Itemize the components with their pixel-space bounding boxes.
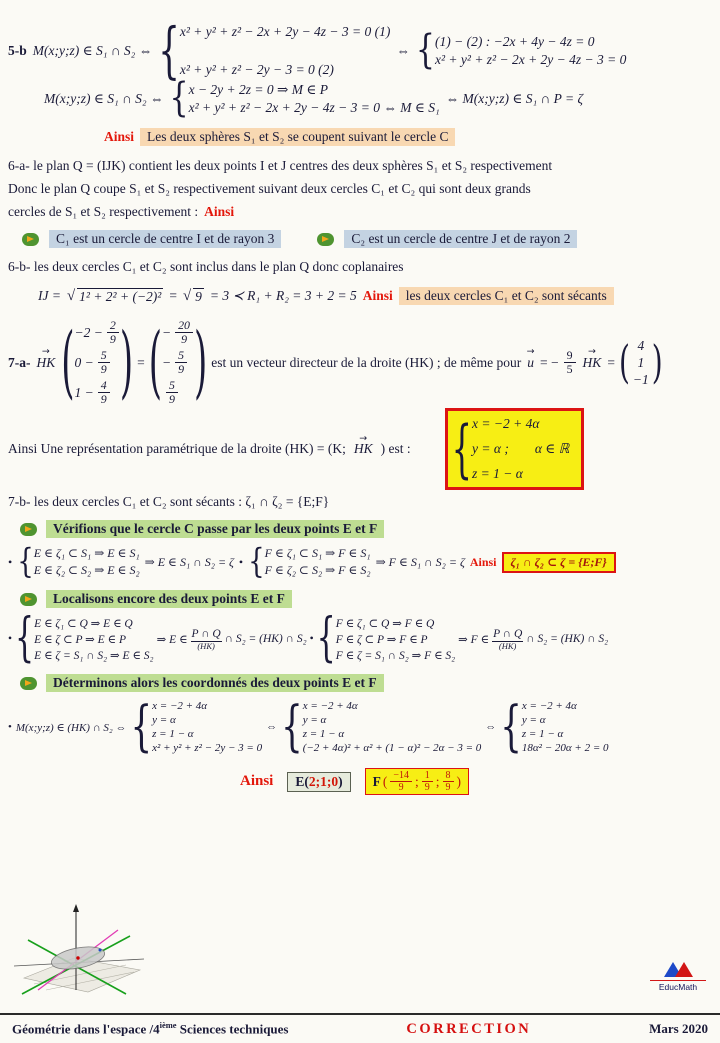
paragraph-text: 6-a- le plan Q = (IJK) contient les deux points I et J centres des deux sphères S₁ et S₂ respectivement xyxy=(8,158,553,173)
footer-course-title-text: Géométrie dans l'espace /4 xyxy=(12,1021,160,1037)
fraction xyxy=(422,770,433,793)
iff-arrow: ⇔ xyxy=(485,721,497,734)
fraction xyxy=(175,349,187,376)
math-expression: IJ = xyxy=(38,288,61,303)
point-e-suffix: ) xyxy=(338,773,343,789)
step-header: Vérifions que le cercle C passe par les deux points E et F xyxy=(46,520,384,538)
fraction-numerator: 4 xyxy=(98,379,110,393)
equation-system xyxy=(281,695,482,760)
brace: { xyxy=(15,607,35,670)
equation-line: F ∈ ζ = S₁ ∩ S₂ ⇒ F ∈ S₂ xyxy=(335,650,456,663)
math-expression: M(x;y;z) ∈ (HK) ∩ S₂ ⇔ xyxy=(15,721,127,734)
math-expression: ∩ S₂ = (HK) ∩ S₂ xyxy=(224,633,307,646)
pointer-hand-icon xyxy=(20,593,37,606)
matrix-paren: ( xyxy=(61,316,75,409)
system-equations xyxy=(336,616,455,662)
fraction-denominator: 9 xyxy=(100,392,107,407)
fraction-numerator: 2 xyxy=(107,319,119,333)
section-6a-items xyxy=(14,230,720,248)
fraction xyxy=(98,349,110,376)
brace: { xyxy=(158,15,180,88)
equation-line: x² + y² + z² − 2y − 3 = 0 xyxy=(152,742,263,755)
step-header: Déterminons alors les coordonnés des deux points E et F xyxy=(46,674,384,692)
section-7b-header-3 xyxy=(12,674,720,692)
iff-arrow: ⇔ xyxy=(396,43,410,58)
system-equations xyxy=(34,616,153,662)
paragraph-text: Donc le plan Q coupe S₁ et S₂ respectivement suivant deux cercles C₁ et C₂ qui sont deux grands xyxy=(8,181,531,196)
matrix-entry: − xyxy=(161,324,172,340)
matrix-entry: −2 − xyxy=(74,324,103,340)
matrix-paren: ) xyxy=(119,316,134,409)
fraction-numerator: 20 xyxy=(175,319,193,333)
math-expression: ∩ S₂ = (HK) ∩ S₂ xyxy=(526,633,609,646)
section-7b-header-1 xyxy=(12,520,720,538)
ainsi-label: Ainsi xyxy=(204,204,235,219)
matrix-row xyxy=(162,349,194,376)
vector-hk: → HK xyxy=(35,355,58,371)
bullet: • xyxy=(8,721,12,734)
pointer-hand-icon xyxy=(22,233,39,246)
section-7b-header-2 xyxy=(12,590,720,608)
column-vector xyxy=(61,316,134,409)
bullet: • xyxy=(8,554,13,569)
educmath-logo-triangles xyxy=(650,962,706,981)
matrix-paren: ( xyxy=(618,335,630,389)
math-expression: ⇒ E ∈ S₁ ∩ S₂ = ζ xyxy=(144,554,234,569)
system-equations xyxy=(522,700,609,754)
fraction-numerator: 5 xyxy=(98,349,110,363)
page-footer xyxy=(0,1013,720,1043)
separator: ; xyxy=(415,773,419,789)
math-expression: = 3 ≺ R₁ + R₂ = 3 + 2 = 5 xyxy=(209,288,357,303)
column-vector xyxy=(148,316,208,409)
fraction-denominator: 9 xyxy=(109,332,116,347)
equation-line: z = 1 − α xyxy=(521,728,564,741)
fraction-denominator: 9 xyxy=(181,332,188,347)
equation-line: z = 1 − α xyxy=(302,728,345,741)
vector-hk: → HK xyxy=(352,441,375,457)
brace: { xyxy=(281,695,303,760)
equation-system xyxy=(158,15,391,88)
matrix-entry: 1 − xyxy=(74,384,94,400)
parametric-equations-box xyxy=(445,408,585,490)
system-equations xyxy=(303,700,482,754)
fraction-numerator: 8 xyxy=(443,770,454,782)
equation-line xyxy=(472,441,569,457)
intersection-sub: (HK) xyxy=(498,640,517,651)
equation-line: z = 1 − α xyxy=(472,466,523,482)
equation-line: (−2 + 4α)² + α² + (1 − α)² − 2α − 3 = 0 xyxy=(302,742,482,755)
section-7b-membership-line xyxy=(0,542,720,582)
fraction xyxy=(443,770,454,793)
fraction xyxy=(175,319,193,346)
section-5b-conclusion xyxy=(96,128,720,146)
matrix-row xyxy=(162,379,194,406)
matrix-entry: 1 xyxy=(637,354,645,370)
section-5b-line-1 xyxy=(0,15,720,88)
equation-line: E ∈ ζ ⊂ P ⇒ E ∈ P xyxy=(34,634,126,647)
fraction-numerator: 5 xyxy=(166,379,178,393)
point-e-box xyxy=(287,772,350,792)
equation-line: 18α² − 20α + 2 = 0 xyxy=(521,742,609,755)
equation-line: E ∈ ζ₁ ⊂ Q ⇒ E ∈ Q xyxy=(34,618,133,631)
matrix-paren: ) xyxy=(193,316,208,409)
conclusion-highlight: Les deux sphères S₁ et S₂ se coupent suivant le cercle C xyxy=(140,128,455,146)
sqrt-content: 9 xyxy=(195,288,202,304)
section-7b-results-line xyxy=(232,768,720,795)
section-7b-line-1 xyxy=(0,494,720,510)
point-f-prefix: F xyxy=(372,773,381,789)
paragraph-text: 7-b- les deux cercles C₁ et C₂ sont sécants : ζ₁ ∩ ζ₂ = {E;F} xyxy=(8,494,330,510)
equation-line: x − 2y + 2z = 0 ⇒ M ∈ P xyxy=(188,82,328,97)
system-equations xyxy=(152,700,262,754)
pointer-hand-icon xyxy=(20,523,37,536)
point-f-box xyxy=(365,768,469,795)
system-equations xyxy=(472,416,569,482)
brace: { xyxy=(248,542,265,582)
bullet: • xyxy=(8,633,13,646)
logo-triangle-red-icon xyxy=(675,962,693,977)
equation-line: x = −2 + 4α xyxy=(302,700,358,713)
system-equations xyxy=(189,82,440,116)
matrix-entry: 0 − xyxy=(74,354,94,370)
equation-line: F ∈ ζ₁ ⊂ S₁ ⇒ F ∈ S₁ xyxy=(264,546,371,561)
equation-system xyxy=(500,695,609,760)
equation-system xyxy=(415,26,627,74)
fraction-denominator: 5 xyxy=(566,362,573,377)
fraction xyxy=(107,319,119,346)
equation-line: x² + y² + z² − 2y − 3 = 0 (2) xyxy=(179,62,334,77)
system-equations xyxy=(265,546,371,578)
fraction xyxy=(390,770,412,793)
brace: { xyxy=(17,542,34,582)
section-7a-parametric-line xyxy=(0,408,720,490)
equation-system xyxy=(17,542,140,582)
footer-course-title xyxy=(12,1020,289,1037)
equals-sign: = − xyxy=(540,354,559,370)
vector-u: → u xyxy=(525,355,536,371)
brace: { xyxy=(500,695,522,760)
paragraph-text: Ainsi Une représentation paramétrique de la droite (HK) = (K; xyxy=(8,441,346,457)
system-equations xyxy=(435,34,626,68)
paren: ( xyxy=(382,773,388,789)
matrix-entry: 4 xyxy=(637,337,645,353)
section-5b-line-2 xyxy=(36,74,720,122)
equals-sign: = xyxy=(607,354,615,370)
section-6b-distance-line xyxy=(30,287,720,305)
matrix-paren: ) xyxy=(651,335,663,389)
section-label: 7-a- xyxy=(8,354,31,370)
underbraced-intersection xyxy=(492,628,523,651)
equation-line: x² + y² + z² − 2x + 2y − 4z − 3 = 0 xyxy=(435,52,627,67)
matrix-row xyxy=(162,319,194,346)
matrix-rows xyxy=(630,338,652,388)
circle-definition-1: C₁ est un cercle de centre I et de rayon 3 xyxy=(49,230,281,248)
matrix-entry: − xyxy=(161,354,172,370)
footer-ordinal-superscript: ième xyxy=(159,1020,177,1031)
fraction xyxy=(166,379,178,406)
iff-arrow: ⇔ xyxy=(266,721,278,734)
vector-hk: → HK xyxy=(581,355,604,371)
section-6a-line-2 xyxy=(0,181,720,197)
alpha-domain: α ∈ ℝ xyxy=(534,441,570,457)
ainsi-label: Ainsi xyxy=(362,288,393,303)
equation-system xyxy=(316,607,456,670)
matrix-row xyxy=(75,319,120,346)
section-6b-line-1 xyxy=(0,259,720,275)
point-e-coords: 2;1;0 xyxy=(308,773,339,789)
fraction-numerator: 9 xyxy=(564,349,576,363)
math-expression: ⇒ E ∈ xyxy=(156,634,188,647)
equation-line: x = −2 + 4α xyxy=(472,416,540,432)
math-expression: ⇒ F ∈ S₁ ∩ S₂ = ζ xyxy=(375,554,465,569)
section-label: 5-b xyxy=(8,43,27,58)
point-e-prefix: E( xyxy=(295,773,309,789)
equation-line: F ∈ ζ ⊂ P ⇒ F ∈ P xyxy=(335,634,428,647)
paren: ) xyxy=(456,773,462,789)
fraction xyxy=(564,349,576,376)
column-vector xyxy=(618,335,663,389)
equation-line: y = α xyxy=(152,714,176,727)
separator: ; xyxy=(435,773,440,789)
fraction-denominator: 9 xyxy=(445,782,451,794)
math-expression: ⇔ M(x;y;z) ∈ S₁ ∩ P = ζ xyxy=(445,91,584,106)
equation-line: y = α xyxy=(521,714,546,727)
equation-line: E ∈ ζ₁ ⊂ S₁ ⇒ E ∈ S₁ xyxy=(33,546,140,561)
fraction-denominator: 9 xyxy=(168,392,175,407)
fraction-denominator: 9 xyxy=(100,362,107,377)
equation-line: F ∈ ζ₂ ⊂ S₂ ⇒ F ∈ S₂ xyxy=(264,563,371,578)
equation-line: x = −2 + 4α xyxy=(152,700,208,713)
brace: { xyxy=(451,412,472,487)
brace: { xyxy=(130,695,153,760)
result-box: ζ₁ ∩ ζ₂ ⊂ ζ = {E;F} xyxy=(502,552,616,573)
bullet: • xyxy=(309,633,314,646)
intersection-sub: (HK) xyxy=(197,640,215,651)
geometry-3d-figure xyxy=(4,900,156,1008)
educmath-logo xyxy=(650,962,706,992)
section-6a-line-1 xyxy=(0,158,720,174)
fraction-numerator: −14 xyxy=(390,770,412,782)
matrix-rows xyxy=(75,319,120,406)
equation-line: y = α xyxy=(302,714,327,727)
paragraph-text: est un vecteur directeur de la droite (HK) ; de même pour xyxy=(211,354,522,370)
equation-line: x² + y² + z² − 2x + 2y − 4z − 3 = 0 (1) xyxy=(179,24,391,39)
math-expression: ⇒ F ∈ xyxy=(458,634,490,647)
fraction-numerator: 5 xyxy=(175,349,187,363)
pointer-hand-icon xyxy=(20,677,37,690)
equation-line: E ∈ ζ = S₁ ∩ S₂ ⇒ E ∈ S₂ xyxy=(34,650,154,663)
step-header: Localisons encore des deux points E et F xyxy=(46,590,292,608)
sqrt-sign: √ xyxy=(182,287,192,304)
ainsi-label: Ainsi xyxy=(104,129,135,144)
equation-part: y = α ; xyxy=(472,441,509,457)
footer-correction-label: CORRECTION xyxy=(406,1020,532,1037)
equation-system xyxy=(248,542,371,582)
fraction-denominator: 9 xyxy=(424,782,430,794)
matrix-paren: ( xyxy=(148,316,162,409)
equation-system xyxy=(169,74,440,122)
brace: { xyxy=(415,26,435,74)
matrix-rows xyxy=(162,319,194,406)
footer-date: Mars 2020 xyxy=(649,1021,708,1036)
equation-line: z = 1 − α xyxy=(152,728,194,741)
equation-line: F ∈ ζ₁ ⊂ Q ⇒ F ∈ Q xyxy=(335,618,435,631)
intersection-top: P ∩ Q xyxy=(493,627,523,640)
math-expression: M(x;y;z) ∈ S₁ ∩ S₂ ⇔ xyxy=(32,43,153,58)
footer-course-title-tail: Sciences techniques xyxy=(176,1021,289,1037)
equals-sign: = xyxy=(169,288,177,303)
system-equations xyxy=(34,546,140,578)
section-7a-vector-line xyxy=(0,316,720,409)
ainsi-label: Ainsi xyxy=(240,773,274,790)
section-7b-localisation-line xyxy=(0,607,720,670)
bullet: • xyxy=(238,554,244,569)
paragraph-text: cercles de S₁ et S₂ respectivement : xyxy=(8,204,199,219)
equation-line: x² + y² + z² − 2x + 2y − 4z − 3 = 0 ⇔ M ∈ S₁ xyxy=(188,100,440,115)
math-expression: M(x;y;z) ∈ S₁ ∩ S₂ ⇔ xyxy=(44,91,164,106)
fraction-denominator: 9 xyxy=(398,782,404,794)
geometry-3d-figure-svg xyxy=(4,900,156,1004)
equation-system xyxy=(15,607,154,670)
system-equations xyxy=(180,24,391,78)
ainsi-label: Ainsi xyxy=(469,554,497,569)
conclusion-highlight: les deux cercles C₁ et C₂ sont sécants xyxy=(399,287,614,305)
brace: { xyxy=(316,607,336,670)
underbraced-intersection xyxy=(191,628,222,651)
fraction xyxy=(98,379,110,406)
circle-definition-2: C₂ est un cercle de centre J et de rayon 2 xyxy=(344,230,577,248)
matrix-row xyxy=(75,349,120,376)
brace: { xyxy=(169,74,189,122)
section-7b-coordinates-line xyxy=(0,695,720,760)
equation-line: (1) − (2) : −2x + 4y − 4z = 0 xyxy=(435,34,595,49)
section-6a-line-3 xyxy=(0,204,720,220)
matrix-entry: −1 xyxy=(632,371,649,387)
matrix-row xyxy=(75,379,120,406)
intersection-top: P ∩ Q xyxy=(191,627,221,640)
equation-line: E ∈ ζ₂ ⊂ S₂ ⇒ E ∈ S₂ xyxy=(33,563,140,578)
equals-sign: = xyxy=(137,354,145,370)
fraction-numerator: 1 xyxy=(422,770,433,782)
pointer-hand-icon xyxy=(317,233,334,246)
equation-system xyxy=(130,695,263,760)
paragraph-text: ) est : xyxy=(380,441,411,457)
sqrt-sign: √ xyxy=(66,287,76,304)
educmath-logo-text: EducMath xyxy=(650,980,706,992)
fraction-denominator: 9 xyxy=(178,362,185,377)
sqrt-content: 1² + 2² + (−2)² xyxy=(79,288,162,304)
paragraph-text: 6-b- les deux cercles C₁ et C₂ sont inclus dans le plan Q donc coplanaires xyxy=(8,259,404,274)
equation-line: x = −2 + 4α xyxy=(521,700,577,713)
